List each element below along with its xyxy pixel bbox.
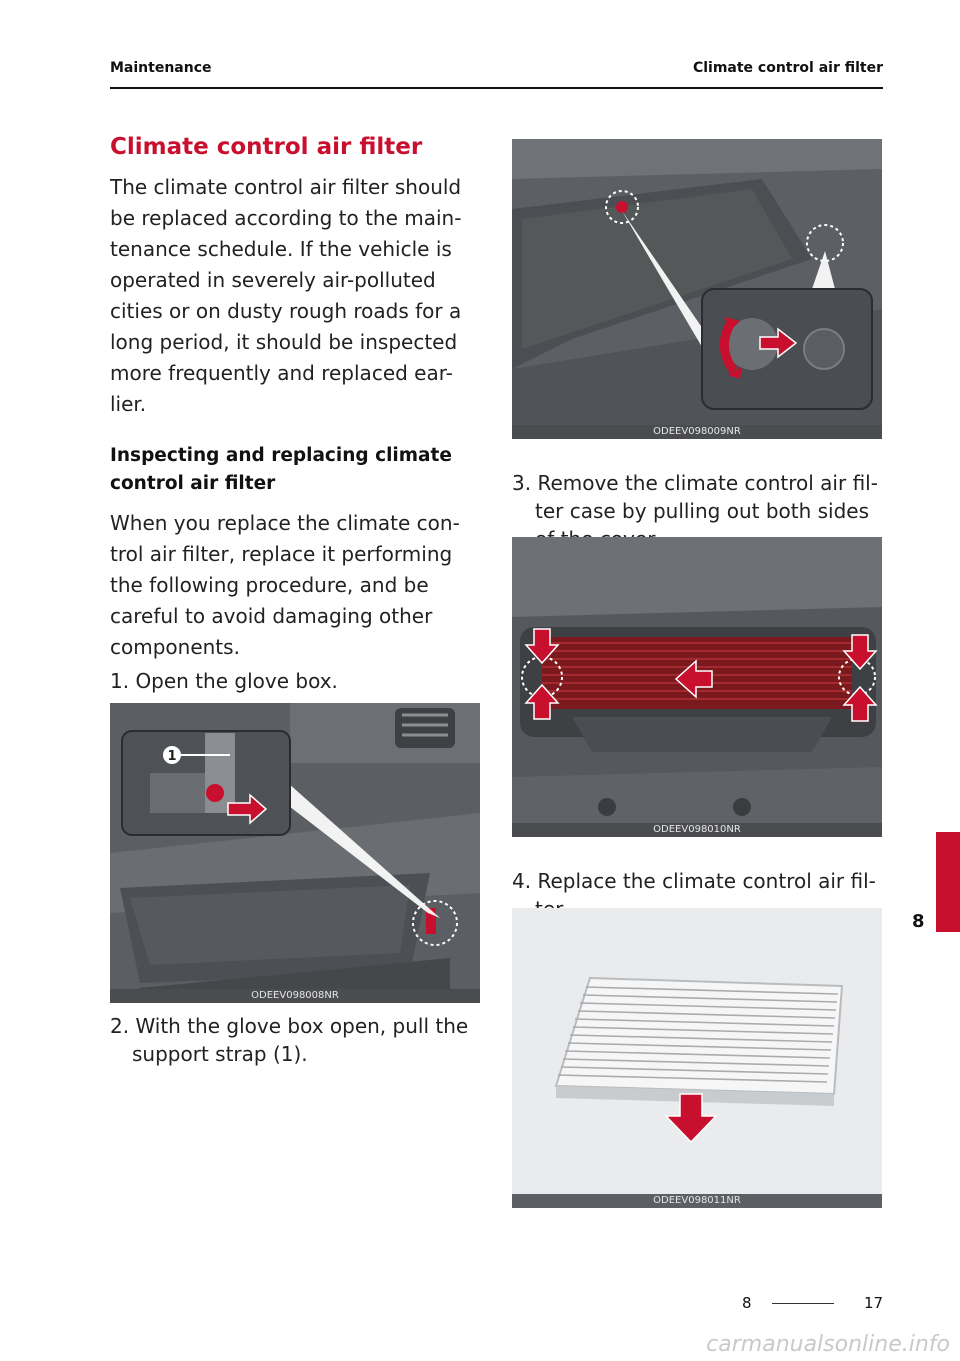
header-topic-name: Climate control air filter bbox=[692, 60, 883, 76]
header-rule bbox=[110, 87, 883, 89]
subsection-intro: When you replace the climate con-trol air filter, replace it performing the following procedure, and be careful to avoid damaging other components. bbox=[110, 511, 460, 659]
air-filter-illustration bbox=[512, 908, 882, 1208]
stopper-illustration bbox=[512, 139, 882, 439]
footer-page-number: 17 bbox=[864, 1294, 884, 1312]
header-section-name: Maintenance bbox=[110, 60, 212, 76]
step-3: 3. Remove the climate control air fil-ter case by pulling out both sides bbox=[512, 471, 878, 523]
glove-box-illustration bbox=[110, 703, 480, 1003]
figure-caption: ODEEV098011NR bbox=[512, 1194, 882, 1208]
figure-caption: ODEEV098010NR bbox=[512, 823, 882, 837]
footer-rule bbox=[772, 1303, 834, 1304]
section-intro: The climate control air filter should be replaced according to the main-tenance schedule. If the vehicle is operated in severely air-polluted cities or on dusty rough roads for a long period, it should be inspected more frequently and replaced ear-lier. bbox=[110, 175, 462, 416]
watermark: carmanualsonline.info bbox=[706, 1332, 950, 1357]
figure-caption: ODEEV098008NR bbox=[110, 989, 480, 1003]
filter-case-illustration bbox=[512, 537, 882, 837]
figure-glove-box-stoppers bbox=[512, 139, 882, 439]
subsection-title: Inspecting and replacing climate control air filter bbox=[110, 445, 452, 494]
figure-filter-case bbox=[512, 537, 882, 837]
chapter-tab bbox=[936, 832, 960, 932]
figure-glove-box bbox=[110, 703, 480, 1003]
step-4: 4. Replace the climate control air fil- bbox=[512, 869, 876, 893]
callout-number: 1 bbox=[167, 749, 177, 764]
figure-caption: ODEEV098009NR bbox=[512, 425, 882, 439]
footer-chapter: 8 bbox=[742, 1294, 752, 1312]
step-1: 1. Open the glove box. bbox=[110, 669, 338, 693]
section-title: Climate control air filter bbox=[110, 134, 423, 160]
figure-air-filter bbox=[512, 908, 882, 1208]
left-column bbox=[110, 128, 480, 695]
step-2: 2. With the glove box open, pull the support strap (1). bbox=[110, 1014, 469, 1066]
chapter-tab-number: 8 bbox=[912, 911, 925, 932]
